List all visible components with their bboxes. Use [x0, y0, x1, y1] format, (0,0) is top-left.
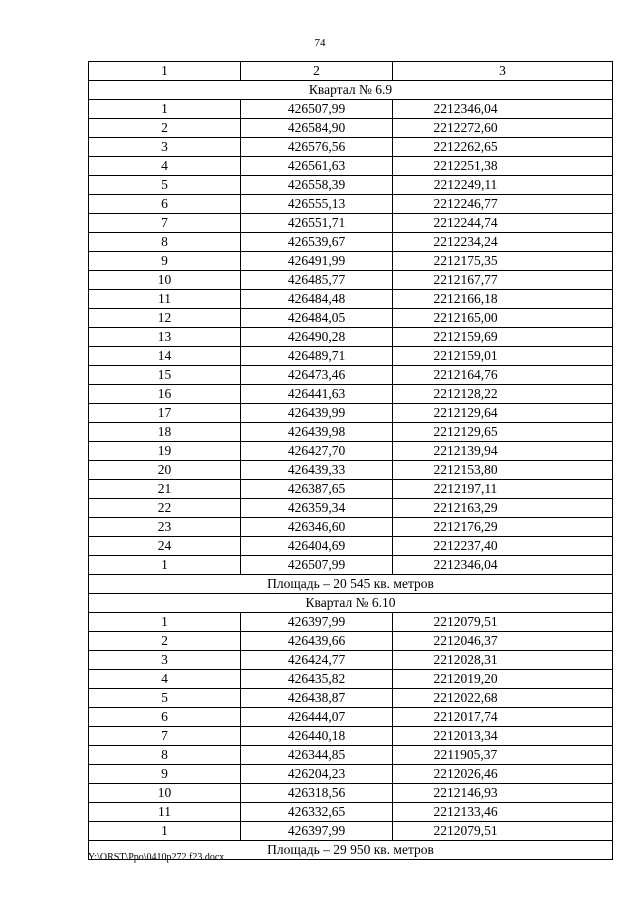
footer-file-path: Y:\ORST\Ppo\0410p272.f23.docx: [88, 852, 225, 863]
y-coordinate-cell: 2212197,11: [393, 480, 613, 499]
point-number-cell: 10: [89, 271, 241, 290]
y-coordinate-cell: 2212133,46: [393, 803, 613, 822]
table-row: [89, 537, 613, 556]
table-row: [89, 556, 613, 575]
y-coordinate-cell: 2212079,51: [393, 822, 613, 841]
coordinates-table-body: [89, 62, 613, 860]
x-coordinate-cell: 426561,63: [241, 157, 393, 176]
x-coordinate-cell: 426444,07: [241, 708, 393, 727]
table-row: [89, 689, 613, 708]
point-number-cell: 22: [89, 499, 241, 518]
table-row: [89, 803, 613, 822]
coordinates-table: [88, 61, 613, 860]
point-number-cell: 1: [89, 822, 241, 841]
x-coordinate-cell: 426440,18: [241, 727, 393, 746]
point-number-cell: 23: [89, 518, 241, 537]
x-coordinate-cell: 426484,05: [241, 309, 393, 328]
x-coordinate-cell: 426344,85: [241, 746, 393, 765]
x-coordinate-cell: 426485,77: [241, 271, 393, 290]
table-row: [89, 290, 613, 309]
table-row: [89, 366, 613, 385]
table-row: [89, 138, 613, 157]
section-title: Квартал № 6.9: [89, 81, 613, 100]
point-number-cell: 7: [89, 727, 241, 746]
x-coordinate-cell: 426439,33: [241, 461, 393, 480]
y-coordinate-cell: 2212146,93: [393, 784, 613, 803]
y-coordinate-cell: 2212026,46: [393, 765, 613, 784]
y-coordinate-cell: 2212175,35: [393, 252, 613, 271]
y-coordinate-cell: 2212017,74: [393, 708, 613, 727]
x-coordinate-cell: 426439,66: [241, 632, 393, 651]
table-row: [89, 746, 613, 765]
point-number-cell: 20: [89, 461, 241, 480]
y-coordinate-cell: 2212046,37: [393, 632, 613, 651]
point-number-cell: 15: [89, 366, 241, 385]
y-coordinate-cell: 2212128,22: [393, 385, 613, 404]
y-coordinate-cell: 2212234,24: [393, 233, 613, 252]
y-coordinate-cell: 2212129,64: [393, 404, 613, 423]
y-coordinate-cell: 2212022,68: [393, 689, 613, 708]
table-row: [89, 765, 613, 784]
point-number-cell: 24: [89, 537, 241, 556]
table-row: [89, 651, 613, 670]
point-number-cell: 10: [89, 784, 241, 803]
y-coordinate-cell: 2212251,38: [393, 157, 613, 176]
point-number-cell: 17: [89, 404, 241, 423]
point-number-cell: 18: [89, 423, 241, 442]
point-number-cell: 2: [89, 119, 241, 138]
point-number-cell: 3: [89, 138, 241, 157]
table-row: [89, 176, 613, 195]
point-number-cell: 7: [89, 214, 241, 233]
y-coordinate-cell: 2211905,37: [393, 746, 613, 765]
area-row: [89, 575, 613, 594]
y-coordinate-cell: 2212346,04: [393, 556, 613, 575]
y-coordinate-cell: 2212346,04: [393, 100, 613, 119]
x-coordinate-cell: 426438,87: [241, 689, 393, 708]
x-coordinate-cell: 426424,77: [241, 651, 393, 670]
area-cell: Площадь – 29 950 кв. метров: [89, 841, 613, 860]
table-row: [89, 309, 613, 328]
point-number-cell: 13: [89, 328, 241, 347]
point-number-cell: 6: [89, 195, 241, 214]
y-coordinate-cell: 2212166,18: [393, 290, 613, 309]
point-number-cell: 14: [89, 347, 241, 366]
y-coordinate-cell: 2212028,31: [393, 651, 613, 670]
table-row: [89, 480, 613, 499]
table-row: [89, 119, 613, 138]
x-coordinate-cell: 426473,46: [241, 366, 393, 385]
table-row: [89, 708, 613, 727]
y-coordinate-cell: 2212262,65: [393, 138, 613, 157]
y-coordinate-cell: 2212153,80: [393, 461, 613, 480]
table-row: [89, 423, 613, 442]
x-coordinate-cell: 426558,39: [241, 176, 393, 195]
table-row: [89, 518, 613, 537]
x-coordinate-cell: 426489,71: [241, 347, 393, 366]
y-coordinate-cell: 2212167,77: [393, 271, 613, 290]
x-coordinate-cell: 426435,82: [241, 670, 393, 689]
x-coordinate-cell: 426555,13: [241, 195, 393, 214]
x-coordinate-cell: 426484,48: [241, 290, 393, 309]
x-coordinate-cell: 426491,99: [241, 252, 393, 271]
table-row: [89, 461, 613, 480]
header-cell-3: 3: [393, 62, 613, 81]
header-cell-2: 2: [241, 62, 393, 81]
table-row: [89, 252, 613, 271]
table-row: [89, 442, 613, 461]
x-coordinate-cell: 426439,99: [241, 404, 393, 423]
x-coordinate-cell: 426490,28: [241, 328, 393, 347]
y-coordinate-cell: 2212159,69: [393, 328, 613, 347]
point-number-cell: 11: [89, 803, 241, 822]
point-number-cell: 9: [89, 765, 241, 784]
x-coordinate-cell: 426346,60: [241, 518, 393, 537]
x-coordinate-cell: 426551,71: [241, 214, 393, 233]
x-coordinate-cell: 426507,99: [241, 100, 393, 119]
point-number-cell: 5: [89, 176, 241, 195]
x-coordinate-cell: 426397,99: [241, 613, 393, 632]
y-coordinate-cell: 2212079,51: [393, 613, 613, 632]
point-number-cell: 21: [89, 480, 241, 499]
y-coordinate-cell: 2212013,34: [393, 727, 613, 746]
section-title-row: [89, 594, 613, 613]
y-coordinate-cell: 2212164,76: [393, 366, 613, 385]
x-coordinate-cell: 426359,34: [241, 499, 393, 518]
y-coordinate-cell: 2212165,00: [393, 309, 613, 328]
header-row: [89, 62, 613, 81]
table-row: [89, 784, 613, 803]
point-number-cell: 8: [89, 233, 241, 252]
y-coordinate-cell: 2212019,20: [393, 670, 613, 689]
y-coordinate-cell: 2212129,65: [393, 423, 613, 442]
section-title: Квартал № 6.10: [89, 594, 613, 613]
point-number-cell: 16: [89, 385, 241, 404]
point-number-cell: 2: [89, 632, 241, 651]
x-coordinate-cell: 426539,67: [241, 233, 393, 252]
table-row: [89, 157, 613, 176]
table-row: [89, 100, 613, 119]
point-number-cell: 1: [89, 100, 241, 119]
point-number-cell: 3: [89, 651, 241, 670]
point-number-cell: 4: [89, 157, 241, 176]
point-number-cell: 8: [89, 746, 241, 765]
table-row: [89, 328, 613, 347]
x-coordinate-cell: 426584,90: [241, 119, 393, 138]
table-row: [89, 727, 613, 746]
y-coordinate-cell: 2212163,29: [393, 499, 613, 518]
table-row: [89, 822, 613, 841]
point-number-cell: 4: [89, 670, 241, 689]
point-number-cell: 11: [89, 290, 241, 309]
table-row: [89, 385, 613, 404]
table-row: [89, 195, 613, 214]
y-coordinate-cell: 2212237,40: [393, 537, 613, 556]
table-row: [89, 214, 613, 233]
x-coordinate-cell: 426397,99: [241, 822, 393, 841]
x-coordinate-cell: 426404,69: [241, 537, 393, 556]
table-row: [89, 613, 613, 632]
x-coordinate-cell: 426332,65: [241, 803, 393, 822]
point-number-cell: 5: [89, 689, 241, 708]
y-coordinate-cell: 2212159,01: [393, 347, 613, 366]
table-row: [89, 233, 613, 252]
point-number-cell: 9: [89, 252, 241, 271]
x-coordinate-cell: 426507,99: [241, 556, 393, 575]
y-coordinate-cell: 2212244,74: [393, 214, 613, 233]
x-coordinate-cell: 426439,98: [241, 423, 393, 442]
point-number-cell: 19: [89, 442, 241, 461]
x-coordinate-cell: 426576,56: [241, 138, 393, 157]
page-number: 74: [314, 37, 326, 49]
y-coordinate-cell: 2212246,77: [393, 195, 613, 214]
point-number-cell: 6: [89, 708, 241, 727]
table-row: [89, 499, 613, 518]
section-title-row: [89, 81, 613, 100]
table-row: [89, 632, 613, 651]
x-coordinate-cell: 426318,56: [241, 784, 393, 803]
header-cell-1: 1: [89, 62, 241, 81]
point-number-cell: 12: [89, 309, 241, 328]
y-coordinate-cell: 2212139,94: [393, 442, 613, 461]
table-row: [89, 271, 613, 290]
x-coordinate-cell: 426427,70: [241, 442, 393, 461]
y-coordinate-cell: 2212272,60: [393, 119, 613, 138]
table-row: [89, 404, 613, 423]
table-row: [89, 347, 613, 366]
table-row: [89, 670, 613, 689]
x-coordinate-cell: 426387,65: [241, 480, 393, 499]
x-coordinate-cell: 426441,63: [241, 385, 393, 404]
y-coordinate-cell: 2212176,29: [393, 518, 613, 537]
y-coordinate-cell: 2212249,11: [393, 176, 613, 195]
point-number-cell: 1: [89, 613, 241, 632]
x-coordinate-cell: 426204,23: [241, 765, 393, 784]
area-cell: Площадь – 20 545 кв. метров: [89, 575, 613, 594]
point-number-cell: 1: [89, 556, 241, 575]
